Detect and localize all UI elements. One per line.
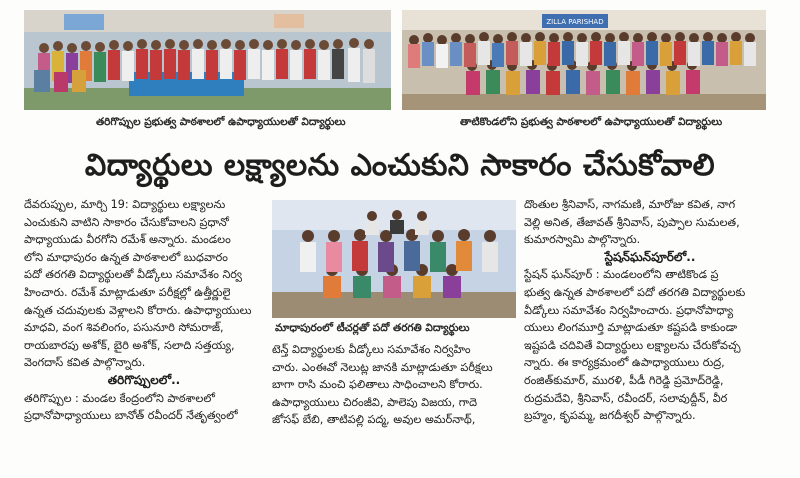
article-column-middle xyxy=(272,341,518,461)
article-line: హించారు. రమేశ్ మాట్లాడుతూ పరీక్షల్లో ఉత్తీర్ణులై xyxy=(24,285,231,299)
article-line: దేవరుప్పుల, మార్చి 19: విద్యార్థులు లక్ష్యాలను xyxy=(24,198,226,211)
school-banner-text: ZILLA PARISHAD xyxy=(546,18,604,26)
article-line: భుత్వ ఉన్నత పాఠశాలలో పదో తరగతి విద్యార్థులకు xyxy=(524,285,746,299)
article-line: బాగా రాసి మంచి ఫలితాలు సాధించాలని కోరారు. xyxy=(272,378,483,392)
group-photo-art xyxy=(24,10,391,110)
group-photo-art xyxy=(272,200,516,318)
article-line: ఇష్టపడి చదివితే విద్యార్థులు లక్ష్యాలను చేరుకోవచ్చ xyxy=(524,338,741,352)
right-column-after-lines xyxy=(524,266,776,424)
article-line: స్టేషన్ ఘన్‌పూర్ : మండలంలోని తాటికొండ ప్ర xyxy=(524,268,719,282)
photo-tatikonda-group xyxy=(402,10,766,110)
article-line: చారు. ఎంఈవో నెలుట్ల జానకి మాట్లాడుతూ పరీక్షలు xyxy=(272,360,493,374)
article-line: పదో తరగతి విద్యార్థులతో వీడ్కోలు సమావేశం నిర్వ xyxy=(24,268,243,282)
article-line: టెన్త్ విద్యార్థులకు వీడ్కోలు సమావేశం నిర్వహిం xyxy=(272,343,471,356)
photo-caption-top-left: తరిగొప్పుల ప్రభుత్వ పాఠశాలలో ఉపాధ్యాయులతో విద్యార్థులు xyxy=(96,116,346,128)
article-line: ఎంచుకుని వాటిని సాకారం చేసుకోవాలని ప్రధానో xyxy=(24,215,229,229)
article-headline: విద్యార్థులు లక్ష్యాలను ఎంచుకుని సాకారం చేసుకోవాలి xyxy=(84,148,716,183)
photo-caption-top-right: తాటికొండలోని ప్రభుత్వ పాఠశాలలో ఉపాధ్యాయులతో విద్యార్థులు xyxy=(460,116,723,128)
article-line: మాధవి, వంగ శివలింగం, పసునూరి సోమరాజ్, xyxy=(24,321,224,335)
article-line: పాధ్యాయుడు వీరగోని రమేశ్ అన్నారు. మండలం xyxy=(24,233,231,247)
left-column-after-lines xyxy=(24,390,264,425)
article-line: రుద్రమదేవి, శ్రీనివాస్, రవీందర్, సలావుద్దీన్, వీర xyxy=(524,391,728,405)
article-line: వెల్లి అనిత, తేజావత్ శ్రీనివాస్, పుప్పాల సుమలత, xyxy=(524,215,740,229)
subhead-tarigoppula: తరిగొప్పులలో.. xyxy=(107,372,181,387)
middle-column-lines xyxy=(272,341,518,429)
subhead-station-ghanpur: స్టేషన్‌ఘన్‌పూర్‌లో.. xyxy=(604,249,696,264)
article-line: వీడ్కోలు సమావేశం నిర్వహించారు. ప్రధానోపాధ్యా xyxy=(524,303,734,317)
article-line: వెంగదాస్ కవిత పాల్గొన్నారు. xyxy=(24,356,146,370)
photo-madhapuram-group xyxy=(272,200,516,318)
article-line: తరిగొప్పుల : మండల కేంద్రంలోని పాఠశాలలో xyxy=(24,391,215,405)
article-column-right xyxy=(524,196,776,466)
article-line: దొంతుల శ్రీనివాస్, నాగమణి, మారోజు కవిత, నాగ xyxy=(524,198,736,211)
article-line: ప్రధానోపాధ్యాయులు బానోత్ రవీందర్ నేతృత్వంలో xyxy=(24,409,238,423)
right-column-lines xyxy=(524,196,776,249)
article-line: జోసఫ్ బేబి, తాటిపల్లి పద్మ, అవుల అమర్‌నాథ్, xyxy=(272,413,476,427)
group-photo-art xyxy=(402,10,766,110)
article-column-left xyxy=(24,196,264,466)
article-line: బ్రహ్మం, కృపమ్మ, జగదీశ్వర్ పాల్గొన్నారు. xyxy=(524,409,696,423)
article-line: రంజిత్‌కుమార్, మురళి, పీడీ గిరెడ్డి ప్రమోద్‌రెడ్డి, xyxy=(524,373,724,387)
left-column-lines xyxy=(24,196,264,372)
article-line: యులు లింగమూర్తి మాట్లాడుతూ కష్టపడి కాకుండా xyxy=(524,321,738,335)
article-line: న్నారు. ఈ కార్యక్రమంలో ఉపాధ్యాయులు రుద్ర, xyxy=(524,356,725,370)
article-line: లోని మాధాపురం ఉన్నత పాఠశాలలో బుధవారం xyxy=(24,250,228,264)
article-line: ఉపాధ్యాయులు చిరంజీవి, పాలెపు విజయ, గాదె xyxy=(272,395,477,409)
article-line: కుమారస్వామి పాల్గొన్నారు. xyxy=(524,233,641,247)
article-line: రాయబారపు అశోక్, బైరి అశోక్, సలాది సత్తయ్య, xyxy=(24,338,235,352)
photo-tarigoppula-group xyxy=(24,10,391,110)
article-line: ఉన్నత చదువులకు వెళ్లాలని కోరారు. ఉపాధ్యాయులు xyxy=(24,303,252,317)
photo-caption-middle: మాధాపురంలో టీచర్లతో పదో తరగతి విద్యార్థులు xyxy=(275,322,470,334)
